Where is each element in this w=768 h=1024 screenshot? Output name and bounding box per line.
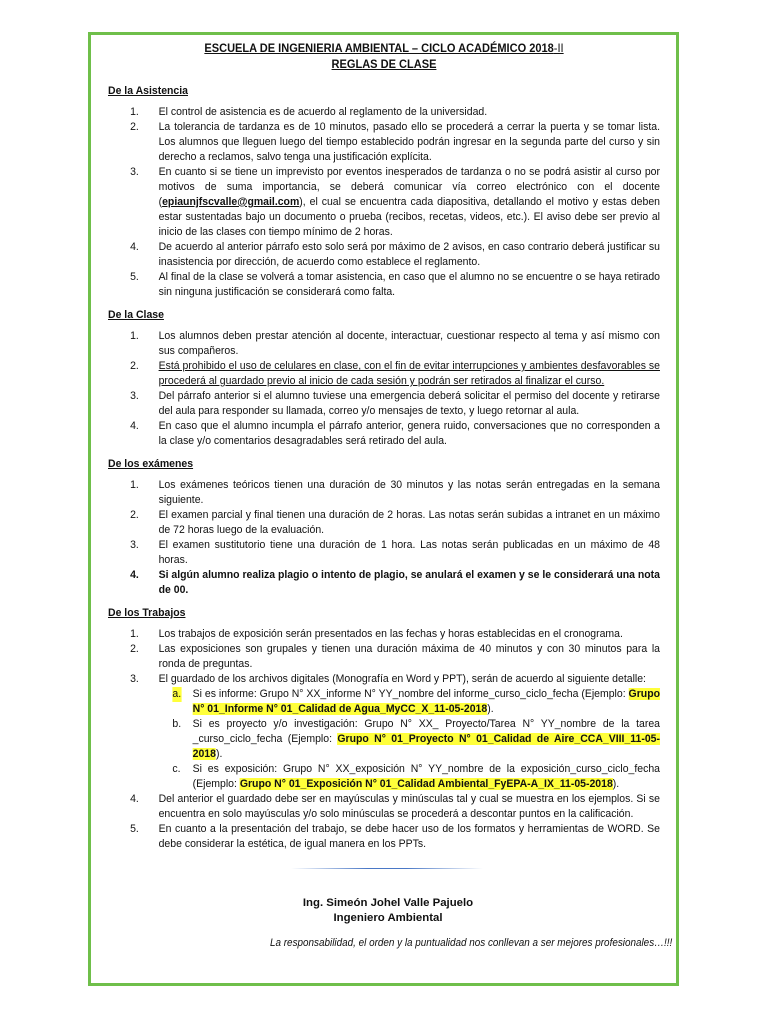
list-item: 1. Los trabajos de exposición serán presentados en las fechas y horas establecidas en el cronograma. xyxy=(130,628,623,640)
examenes-list xyxy=(108,478,660,598)
sub-item: b. Si es proyecto y/o investigación: Grupo N° XX_ Proyecto/Tarea N° YY_nombre de la tarea _curso_ciclo_fecha (Ejemplo: Grupo N° 01_Proyecto N° 01_Calidad de Aire_CCA_VIII_11-05-2018). xyxy=(172,718,661,760)
list-item: 2. Las exposiciones son grupales y tienen una duración máxima de 40 minutos y con 30 minutos para la ronda de preguntas. xyxy=(130,643,660,670)
document-subtitle: REGLAS DE CLASE xyxy=(331,57,437,71)
section-heading-trabajos: De los Trabajos xyxy=(108,607,186,619)
list-item: 4. En caso que el alumno incumpla el párrafo anterior, genera ruido, conversaciones que no corresponden a la clase y/o comentarios desagradables será retirado del aula. xyxy=(130,420,660,447)
trabajos-list xyxy=(108,627,660,687)
list-item: 4. Del anterior el guardado debe ser en mayúsculas y minúsculas tal y cual se muestra en los ejemplos. Si se encuentra en solo mayúsculas y/o solo minúsculas se procederá a descontar puntos en la calificación. xyxy=(130,793,660,820)
section-heading-clase: De la Clase xyxy=(108,309,164,321)
filename-example: Grupo N° 01_Exposición N° 01_Calidad Ambiental_FyEPA-A_IX_11-05-2018 xyxy=(239,778,613,790)
list-item: 1. Los exámenes teóricos tienen una duración de 30 minutos y las notas serán entregadas en la semana siguiente. xyxy=(130,479,660,506)
asistencia-list xyxy=(108,105,660,300)
email-link[interactable]: epiaunjfscvalle@gmail.com xyxy=(162,196,300,208)
trabajos-list-continued xyxy=(108,792,660,852)
list-item: 5. Al final de la clase se volverá a tomar asistencia, en caso que el alumno no se encuentre o se haya retirado sin ninguna justificación se considerará como falta. xyxy=(130,271,660,298)
motto-text: La responsabilidad, el orden y la puntualidad nos conllevan a ser mejores profesionales…!!! xyxy=(270,937,673,949)
document-title: ESCUELA DE INGENIERIA AMBIENTAL – CICLO ACADÉMICO 2018-II xyxy=(204,41,564,55)
list-item: 1. Los alumnos deben prestar atención al docente, interactuar, cuestionar respecto al tema y así mismo con sus compañeros. xyxy=(130,330,660,357)
list-item: 3. El examen sustitutorio tiene una duración de 1 hora. Las notas serán publicadas en un máximo de 48 horas. xyxy=(130,539,660,566)
list-item: 2. La tolerancia de tardanza es de 10 minutos, pasado ello se procederá a cerrar la puerta y se tomar lista. Los alumnos que lleguen luego del tiempo establecido podrán ingresar en la segunda parte del curso y sin derecho a reclamos, salvo tenga una justificación explícita. xyxy=(130,121,660,163)
sub-item: c. Si es exposición: Grupo N° XX_exposición N° YY_nombre de la exposición_curso_ciclo_fecha (Ejemplo: Grupo N° 01_Exposición N° 01_Calidad Ambiental_FyEPA-A_IX_11-05-2018). xyxy=(172,763,660,790)
filename-example: Grupo N° 01_Informe N° 01_Calidad de Agua_MyCC_X_11-05-2018 xyxy=(192,688,660,715)
signature-line xyxy=(291,868,483,869)
sub-item: a. Si es informe: Grupo N° XX_informe N° YY_nombre del informe_curso_ciclo_fecha (Ejemplo: Grupo N° 01_Informe N° 01_Calidad de Agua_MyCC_X_11-05-2018). xyxy=(172,688,660,715)
list-item: 4. Si algún alumno realiza plagio o intento de plagio, se anulará el examen y se le considerará una nota de 00. xyxy=(130,569,661,596)
list-item: 3. En cuanto si se tiene un imprevisto por eventos inesperados de tardanza o no se podrá asistir al curso por motivos de suma importancia, se deberá comunicar vía correo electrónico con el docente (epiaunjfscvalle@gmail.com), el cual se encuentra cada diapositiva, detallando el motivo y estas deben estar sustentadas bajo un documento o prueba (recibos, recetas, videos, etc.). El aviso debe ser previo al inicio de las clases con tiempo mínimo de 2 horas. xyxy=(130,166,660,238)
list-item: 3. El guardado de los archivos digitales (Monografía en Word y PPT), serán de acuerdo al siguiente detalle: xyxy=(130,673,646,685)
list-item: 5. En cuanto a la presentación del trabajo, se debe hacer uso de los formatos y herramientas de WORD. Se debe considerar la estética, de igual manera en los PPTs. xyxy=(130,823,660,850)
filename-example: Grupo N° 01_Proyecto N° 01_Calidad de Aire_CCA_VIII_11-05-2018 xyxy=(192,733,661,760)
list-item: 2. El examen parcial y final tienen una duración de 2 horas. Las notas serán subidas a intranet en un máximo de 72 horas luego de la evaluación. xyxy=(130,509,660,536)
signature-name: Ing. Simeón Johel Valle Pajuelo xyxy=(302,897,474,909)
document-body xyxy=(108,40,661,852)
list-item: 2. Está prohibido el uso de celulares en clase, con el fin de evitar interrupciones y ambientes desfavorables se procederá al guardado previo al inicio de cada sesión y podrán ser retirados al finalizar el curso. xyxy=(130,360,660,387)
list-item: 3. Del párrafo anterior si el alumno tuviese una emergencia deberá solicitar el permiso del docente y retirarse del aula para responder su llamada, correo y/o mensajes de texto, y luego retornar al aula. xyxy=(130,390,660,417)
list-item: 4. De acuerdo al anterior párrafo esto solo será por máximo de 2 avisos, en caso contrario deberá justificar su inasistencia por dirección, de acuerdo como establece el reglamento. xyxy=(130,241,660,268)
list-item: 1. El control de asistencia es de acuerdo al reglamento de la universidad. xyxy=(130,106,488,118)
section-heading-asistencia: De la Asistencia xyxy=(108,85,188,97)
clase-list xyxy=(108,329,660,449)
section-heading-examenes: De los exámenes xyxy=(108,458,194,470)
signature-role: Ingeniero Ambiental xyxy=(333,912,443,924)
